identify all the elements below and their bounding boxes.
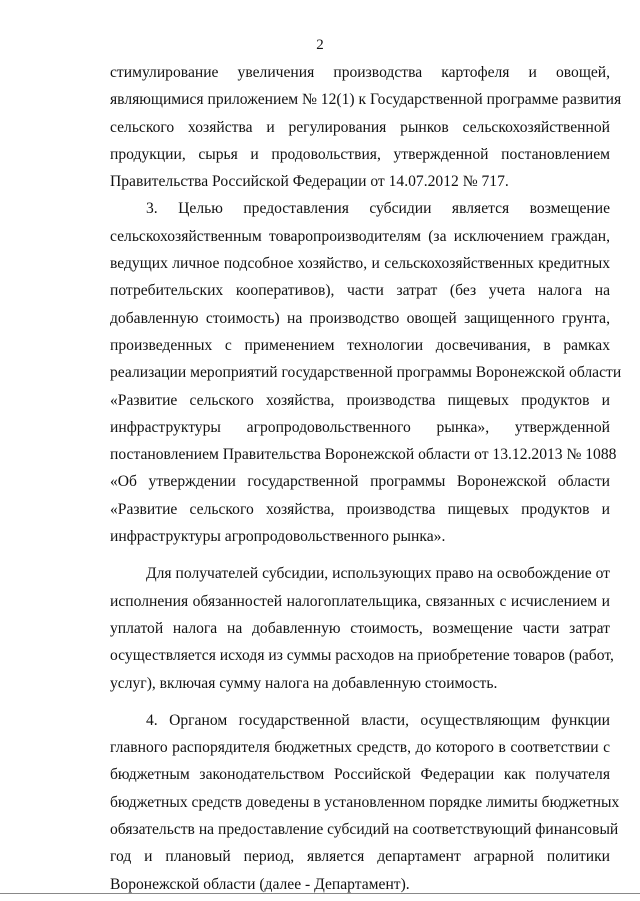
text-line: уплатой налога на добавленную стоимость, возмещение части затрат <box>110 619 610 637</box>
paragraph <box>110 59 622 195</box>
text-line: Для получателей субсидии, использующих право на освобождение от <box>146 565 610 583</box>
text-line: бюджетных средств доведены в установленном порядке лимиты бюджетных <box>110 793 620 811</box>
text-line: осуществляется исходя из суммы расходов на приобретение товаров (работ, <box>110 647 614 665</box>
text-line: 3. Целью предоставления субсидии является возмещение <box>146 200 610 218</box>
document-body <box>110 59 622 898</box>
text-line: реализации мероприятий государственной программы Воронежской области <box>110 364 622 382</box>
paragraph <box>110 560 614 696</box>
text-line: обязательств на предоставление субсидий на соответствующий финансовый <box>110 821 619 839</box>
text-line: добавленную стоимость) на производство овощей защищенного грунта, <box>110 309 610 327</box>
paragraph-spacer <box>110 550 610 560</box>
text-line: главного распорядителя бюджетных средств, до которого в соответствии с <box>110 739 610 757</box>
text-line: сельскохозяйственным товаропроизводителям (за исключением граждан, <box>110 227 610 245</box>
text-line: являющимися приложением № 12(1) к Государственной программе развития <box>110 91 622 109</box>
text-line: бюджетным законодательством Российской Федерации как получателя <box>110 766 610 784</box>
text-line: постановлением Правительства Воронежской области от 13.12.2013 № 1088 <box>110 446 617 464</box>
text-line: 4. Органом государственной власти, осуществляющим функции <box>146 711 610 729</box>
text-line: услуг), включая сумму налога на добавленную стоимость. <box>110 674 498 692</box>
text-line: стимулирование увеличения производства картофеля и овощей, <box>110 64 610 81</box>
text-line: Воронежской области (далее - Департамент). <box>110 875 410 893</box>
text-line: год и плановый период, является департамент аграрной политики <box>110 848 610 866</box>
text-line: инфраструктуры агропродовольственного рынка», утвержденной <box>110 418 610 436</box>
text-line: продукции, сырья и продовольствия, утвержденной постановлением <box>110 145 610 163</box>
text-line: инфраструктуры агропродовольственного рынка». <box>110 528 446 546</box>
page-number: 2 <box>316 37 324 53</box>
paragraph-spacer <box>110 697 610 707</box>
text-line: произведенных с применением технологии досвечивания, в рамках <box>110 336 610 354</box>
text-line: потребительских кооперативов), части затрат (без учета налога на <box>110 282 610 300</box>
text-line: «Об утверждении государственной программы Воронежской области <box>110 473 610 491</box>
text-line: сельского хозяйства и регулирования рынков сельскохозяйственной <box>110 118 610 136</box>
footer-divider <box>0 893 640 894</box>
text-line: Правительства Российской Федерации от 14.07.2012 № 717. <box>110 173 509 191</box>
paragraph <box>110 195 622 550</box>
paragraph <box>110 707 620 898</box>
text-line: ведущих личное подсобное хозяйство, и сельскохозяйственных кредитных <box>110 255 610 273</box>
text-line: «Развитие сельского хозяйства, производства пищевых продуктов и <box>110 391 610 409</box>
text-line: исполнения обязанностей налогоплательщика, связанных с исчислением и <box>110 592 610 610</box>
text-line: «Развитие сельского хозяйства, производства пищевых продуктов и <box>110 500 610 518</box>
